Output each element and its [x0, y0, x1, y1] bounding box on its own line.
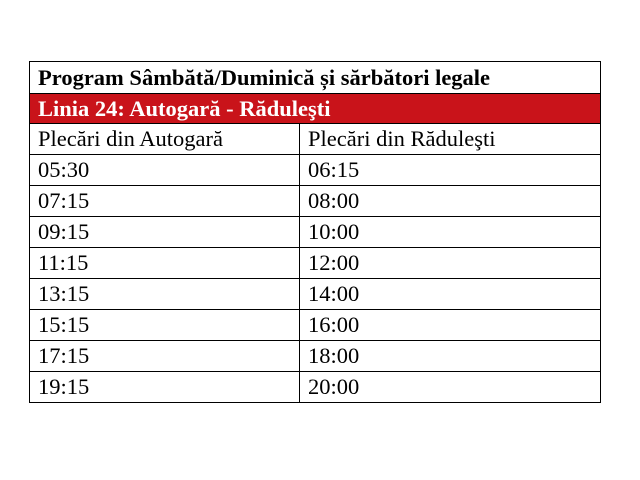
- table-row: [30, 186, 601, 217]
- departure-from-village: 12:00: [300, 248, 601, 279]
- title-row: [30, 62, 601, 94]
- departure-from-village: 10:00: [300, 217, 601, 248]
- timetable: [29, 61, 601, 403]
- column-header-from-station: Plecări din Autogară: [30, 124, 300, 155]
- table-row: [30, 155, 601, 186]
- departure-from-station: 07:15: [30, 186, 300, 217]
- line-row: [30, 94, 601, 124]
- departure-from-village: 06:15: [300, 155, 601, 186]
- table-row: [30, 341, 601, 372]
- departure-from-station: 17:15: [30, 341, 300, 372]
- line-name: Linia 24: Autogară - Răduleşti: [30, 94, 601, 124]
- column-header-from-village: Plecări din Răduleşti: [300, 124, 601, 155]
- departure-from-station: 05:30: [30, 155, 300, 186]
- departure-from-village: 18:00: [300, 341, 601, 372]
- table-row: [30, 248, 601, 279]
- departure-from-station: 13:15: [30, 279, 300, 310]
- table-row: [30, 310, 601, 341]
- departure-from-village: 14:00: [300, 279, 601, 310]
- departure-from-station: 09:15: [30, 217, 300, 248]
- departure-from-village: 08:00: [300, 186, 601, 217]
- departure-from-station: 19:15: [30, 372, 300, 403]
- departure-from-station: 11:15: [30, 248, 300, 279]
- departure-from-village: 20:00: [300, 372, 601, 403]
- table-row: [30, 372, 601, 403]
- departure-from-village: 16:00: [300, 310, 601, 341]
- schedule-title: Program Sâmbătă/Duminică și sărbători legale: [30, 62, 601, 94]
- column-header-row: [30, 124, 601, 155]
- departure-from-station: 15:15: [30, 310, 300, 341]
- table-row: [30, 279, 601, 310]
- table-row: [30, 217, 601, 248]
